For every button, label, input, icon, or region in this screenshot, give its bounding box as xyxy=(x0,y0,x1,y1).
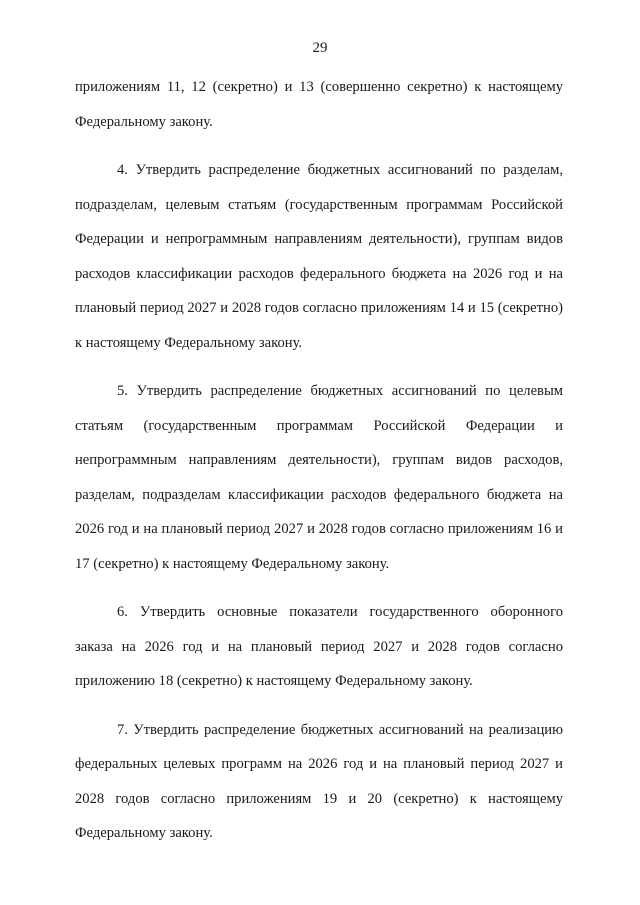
document-body xyxy=(75,70,563,865)
paragraph-item-5: 5. Утвердить распределение бюджетных ассигнований по целевым статьям (государственным программам Российской Федерации и непрограммным направлениям деятельности), группам видов расходов, разделам, подразделам классификации расходов федерального бюджета на 2026 год и на плановый период 2027 и 2028 годов согласно приложениям 16 и 17 (секретно) к настоящему Федеральному закону. xyxy=(75,383,563,572)
paragraph-item-7: 7. Утвердить распределение бюджетных ассигнований на реализацию федеральных целевых программ на 2026 год и на плановый период 2027 и 2028 годов согласно приложениям 19 и 20 (секретно) к настоящему Федеральному закону. xyxy=(75,721,563,841)
page-number: 29 xyxy=(312,40,328,56)
paragraph-continuation: приложениям 11, 12 (секретно) и 13 (совершенно секретно) к настоящему Федеральному закону. xyxy=(75,79,563,130)
paragraph-item-4: 4. Утвердить распределение бюджетных ассигнований по разделам, подразделам, целевым статьям (государственным программам Российской Федерации и непрограммным направлениям деятельности), группам видов расходов классификации расходов федерального бюджета на 2026 год и на плановый период 2027 и 2028 годов согласно приложениям 14 и 15 (секретно) к настоящему Федеральному закону. xyxy=(75,162,563,351)
paragraph-item-6: 6. Утвердить основные показатели государственного оборонного заказа на 2026 год и на плановый период 2027 и 2028 годов согласно приложению 18 (секретно) к настоящему Федеральному закону. xyxy=(75,604,563,689)
